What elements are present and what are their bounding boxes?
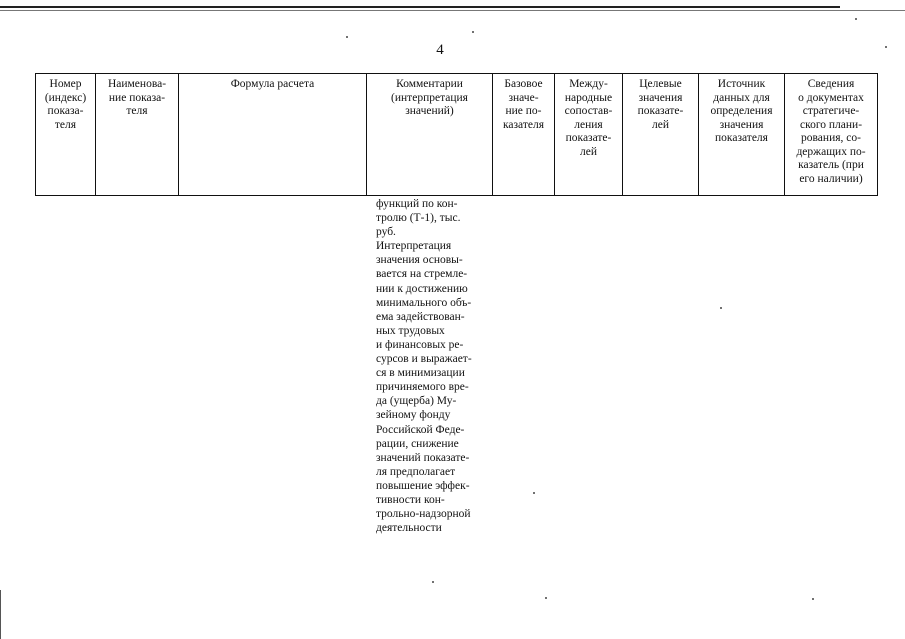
- header-line: Целевые: [639, 78, 682, 90]
- scan-speck: [545, 597, 547, 599]
- header-international: [555, 74, 623, 196]
- header-line: лей: [652, 118, 669, 131]
- header-line: Сведения: [807, 78, 855, 90]
- comment-line: тивности кон-: [376, 493, 445, 506]
- header-line: значения: [638, 91, 683, 104]
- scan-speck: [472, 31, 474, 33]
- header-line: значе-: [508, 91, 539, 104]
- header-line: определения: [710, 105, 773, 117]
- comment-line: трольно-надзорной: [376, 508, 471, 521]
- comment-line: минимального объ-: [376, 296, 472, 309]
- table-header-row: [36, 74, 878, 196]
- header-comments: [367, 74, 493, 196]
- comment-line: ема задействован-: [376, 310, 465, 323]
- header-line: сопостав-: [564, 105, 613, 117]
- comment-line: деятельности: [376, 522, 442, 535]
- header-strategic-docs: [785, 74, 878, 196]
- page-number: 4: [436, 42, 444, 58]
- header-index: [36, 74, 96, 196]
- header-line: показателя: [715, 132, 768, 144]
- header-line: показате-: [565, 132, 612, 144]
- header-line: теля: [126, 105, 148, 117]
- header-line: ние показа-: [108, 91, 166, 104]
- header-formula: [179, 74, 367, 196]
- header-name: [96, 74, 179, 196]
- comment-line: Российской Феде-: [376, 423, 465, 436]
- comment-line: повышение эффек-: [376, 479, 470, 492]
- comment-line: значения основы-: [376, 254, 463, 267]
- header-line: Между-: [569, 78, 608, 90]
- comment-line: да (ущерба) Му-: [376, 395, 457, 408]
- header-line: показате-: [637, 105, 684, 117]
- header-line: его наличии): [799, 172, 863, 185]
- header-line: данных для: [713, 91, 770, 104]
- header-base-value: [493, 74, 555, 196]
- header-line: Формула расчета: [230, 78, 315, 90]
- header-line: ние по-: [505, 105, 542, 117]
- comment-line: нии к достижению: [376, 282, 468, 295]
- scan-left-edge: [0, 590, 1, 639]
- comment-line: сурсов и выражает-: [376, 353, 472, 366]
- header-line: теля: [54, 118, 77, 131]
- header-line: народные: [564, 91, 613, 104]
- comment-line: рации, снижение: [376, 437, 459, 450]
- scan-edge-line: [0, 6, 840, 8]
- header-line: лей: [580, 145, 597, 158]
- header-line: значений): [405, 105, 454, 117]
- header-line: Наименова-: [107, 78, 167, 90]
- header-line: (индекс): [44, 91, 87, 104]
- scan-speck: [812, 598, 814, 600]
- header-line: ления: [574, 118, 603, 131]
- comment-line: причиняемого вре-: [376, 381, 469, 394]
- comment-line: значений показате-: [376, 451, 470, 464]
- header-line: рования, со-: [801, 132, 861, 144]
- header-line: о документах: [798, 91, 864, 104]
- header-data-source: [699, 74, 785, 196]
- comment-line: зейному фонду: [376, 409, 451, 422]
- scan-speck: [855, 18, 857, 20]
- comment-line: ля предполагает: [376, 465, 456, 478]
- comment-line: ных трудовых: [376, 324, 445, 337]
- indicator-table: [35, 73, 878, 196]
- comment-line: ся в минимизации: [376, 367, 465, 380]
- scan-speck: [885, 46, 887, 48]
- header-line: Номер: [49, 78, 82, 90]
- header-line: Базовое: [504, 78, 543, 90]
- header-line: Комментарии: [396, 78, 463, 90]
- header-line: казателя: [502, 118, 545, 131]
- header-line: Источник: [717, 78, 766, 90]
- header-line: показа-: [47, 105, 84, 117]
- header-target-values: [623, 74, 699, 196]
- comment-line: Интерпретация: [376, 240, 452, 253]
- scan-speck: [432, 581, 434, 583]
- header-line: значения: [719, 118, 764, 131]
- comment-line: и финансовых ре-: [376, 338, 464, 351]
- header-line: держащих по-: [796, 145, 866, 158]
- scan-speck: [720, 307, 722, 309]
- comment-line: функций по кон-: [376, 198, 458, 210]
- header-line: ского плани-: [799, 118, 863, 131]
- scan-speck: [533, 492, 535, 494]
- comment-line: руб.: [376, 226, 396, 239]
- header-line: казатель (при: [798, 159, 864, 171]
- comment-line: тролю (Т-1), тыс.: [376, 212, 461, 225]
- scan-edge-line-thin: [0, 10, 905, 11]
- header-line: (интерпретация: [391, 91, 468, 104]
- comment-continuation-text: [376, 197, 496, 535]
- header-line: стратегиче-: [802, 105, 860, 117]
- scan-speck: [346, 36, 348, 38]
- comment-line: вается на стремле-: [376, 268, 468, 281]
